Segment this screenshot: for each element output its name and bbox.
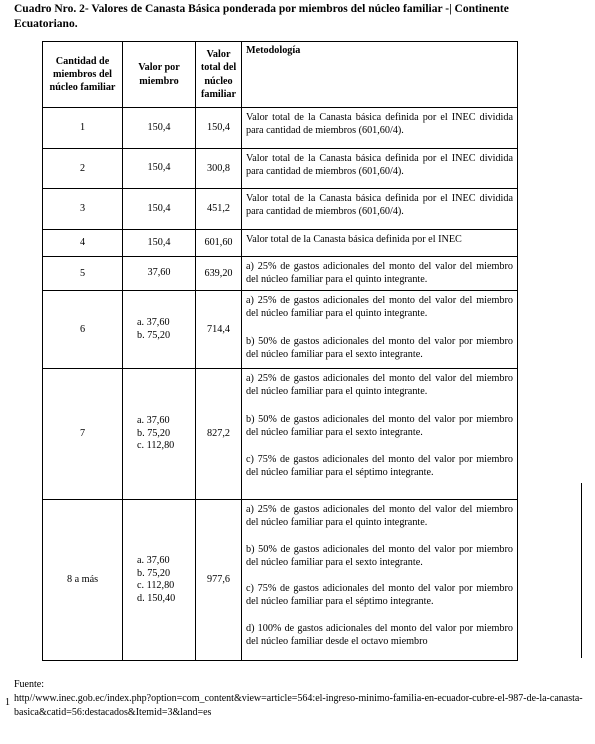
table-row — [43, 500, 518, 661]
source-url: http//www.inec.gob.ec/index.php?option=com_content&view=article=564:el-ingreso-minimo-familia-en-ecuador-cubre-el-987-de-la-canasta-basica&catid=56:destacados&Itemid=3&land=es — [14, 693, 583, 718]
cell-members: 2 — [43, 149, 123, 189]
cell-methodology — [242, 500, 518, 661]
cell-methodology — [242, 369, 518, 500]
methodology-paragraph: b) 50% de gastos adicionales del monto del valor por miembro del núcleo familiar para el sexto integrante. — [246, 335, 513, 360]
table-row — [43, 230, 518, 257]
methodology-paragraph: c) 75% de gastos adicionales del monto del valor por miembro del núcleo familiar para el séptimo integrante. — [246, 583, 513, 608]
methodology-paragraph: a) 25% de gastos adicionales del monto del valor del miembro del núcleo familiar para el quinto integrante. — [246, 373, 513, 398]
methodology-paragraph: Valor total de la Canasta básica definida por el INEC dividida para cantidad de miembros (601,60/4). — [246, 112, 513, 137]
value-item: c. 112,80 — [137, 580, 175, 591]
header-members: Cantidad de miembros del núcleo familiar — [43, 42, 123, 108]
cell-methodology — [242, 108, 518, 149]
value-item: a. 37,60 — [137, 555, 170, 566]
cell-value-per-member — [123, 291, 196, 369]
methodology-paragraph: b) 50% de gastos adicionales del monto del valor por miembro del núcleo familiar para el sexto integrante. — [246, 543, 513, 568]
cell-value-per-member — [123, 108, 196, 149]
methodology-paragraph: a) 25% de gastos adicionales del monto del valor del miembro del núcleo familiar para el quinto integrante. — [246, 261, 513, 286]
cell-value-per-member — [123, 369, 196, 500]
cell-total-value: 601,60 — [196, 230, 242, 257]
cell-value-per-member — [123, 230, 196, 257]
methodology-paragraph: c) 75% de gastos adicionales del monto del valor por miembro del núcleo familiar para el séptimo integrante. — [246, 454, 513, 479]
value-item: b. 75,20 — [137, 427, 171, 439]
side-number: 1 — [5, 697, 10, 708]
cell-members: 1 — [43, 108, 123, 149]
cell-members: 6 — [43, 291, 123, 369]
table-row — [43, 369, 518, 500]
margin-line — [581, 483, 582, 658]
methodology-paragraph: d) 100% de gastos adicionales del monto del valor por miembro del núcleo familiar desde el octavo miembro — [246, 622, 513, 648]
cell-value-per-member — [123, 257, 196, 291]
cell-value-per-member — [123, 500, 196, 661]
cell-methodology — [242, 291, 518, 369]
table-row — [43, 108, 518, 149]
cell-members: 7 — [43, 369, 123, 500]
methodology-paragraph: b) 50% de gastos adicionales del monto del valor por miembro del núcleo familiar para el sexto integrante. — [246, 413, 513, 438]
value-item: d. 150,40 — [137, 592, 176, 604]
value-item: a. 37,60 — [137, 317, 170, 328]
value-item: c. 112,80 — [137, 440, 175, 452]
methodology-paragraph: a) 25% de gastos adicionales del monto del valor del miembro del núcleo familiar para el quinto integrante. — [246, 504, 513, 529]
methodology-paragraph: a) 25% de gastos adicionales del monto del valor del miembro del núcleo familiar para el quinto integrante. — [246, 295, 513, 320]
table-row — [43, 257, 518, 291]
cell-methodology — [242, 230, 518, 257]
cell-methodology — [242, 189, 518, 230]
value-item: b. 75,20 — [137, 329, 171, 341]
cell-members: 4 — [43, 230, 123, 257]
table-row — [43, 189, 518, 230]
header-value-per-member: Valor por miembro — [123, 42, 196, 108]
methodology-paragraph: Valor total de la Canasta básica definida por el INEC dividida para cantidad de miembros (601,60/4). — [246, 193, 513, 218]
cell-total-value: 714,4 — [196, 291, 242, 369]
header-total-value: Valor total del núcleo familiar — [196, 42, 242, 108]
source-note — [14, 678, 584, 720]
table-row — [43, 291, 518, 369]
cell-total-value: 827,2 — [196, 369, 242, 500]
cell-members: 5 — [43, 257, 123, 291]
cell-total-value: 451,2 — [196, 189, 242, 230]
cell-members: 8 a más — [43, 500, 123, 661]
header-methodology: Metodología — [242, 42, 518, 108]
basket-table — [42, 41, 518, 661]
cell-total-value: 300,8 — [196, 149, 242, 189]
cell-methodology — [242, 149, 518, 189]
table-row — [43, 149, 518, 189]
cell-value-per-member — [123, 189, 196, 230]
table-caption: Cuadro Nro. 2- Valores de Canasta Básica ponderada por miembros del núcleo familiar -| Continente Ecuatoriano. — [14, 3, 509, 30]
cell-total-value: 639,20 — [196, 257, 242, 291]
value-item: 150,4 — [147, 121, 171, 133]
cell-total-value: 977,6 — [196, 500, 242, 661]
cell-members: 3 — [43, 189, 123, 230]
methodology-paragraph: Valor total de la Canasta básica definida por el INEC dividida para cantidad de miembros (601,60/4). — [246, 153, 513, 178]
cell-total-value: 150,4 — [196, 108, 242, 149]
cell-value-per-member — [123, 149, 196, 189]
value-item: a. 37,60 — [137, 415, 170, 427]
methodology-paragraph: Valor total de la Canasta básica definida por el INEC — [246, 234, 462, 245]
source-label: Fuente: — [14, 679, 44, 690]
value-item: 150,4 — [147, 162, 171, 174]
value-item: 37,60 — [147, 267, 171, 279]
value-item: 150,4 — [147, 202, 171, 214]
value-item: 150,4 — [147, 236, 171, 248]
header-row — [43, 42, 518, 108]
value-item: b. 75,20 — [137, 567, 171, 579]
cell-methodology — [242, 257, 518, 291]
